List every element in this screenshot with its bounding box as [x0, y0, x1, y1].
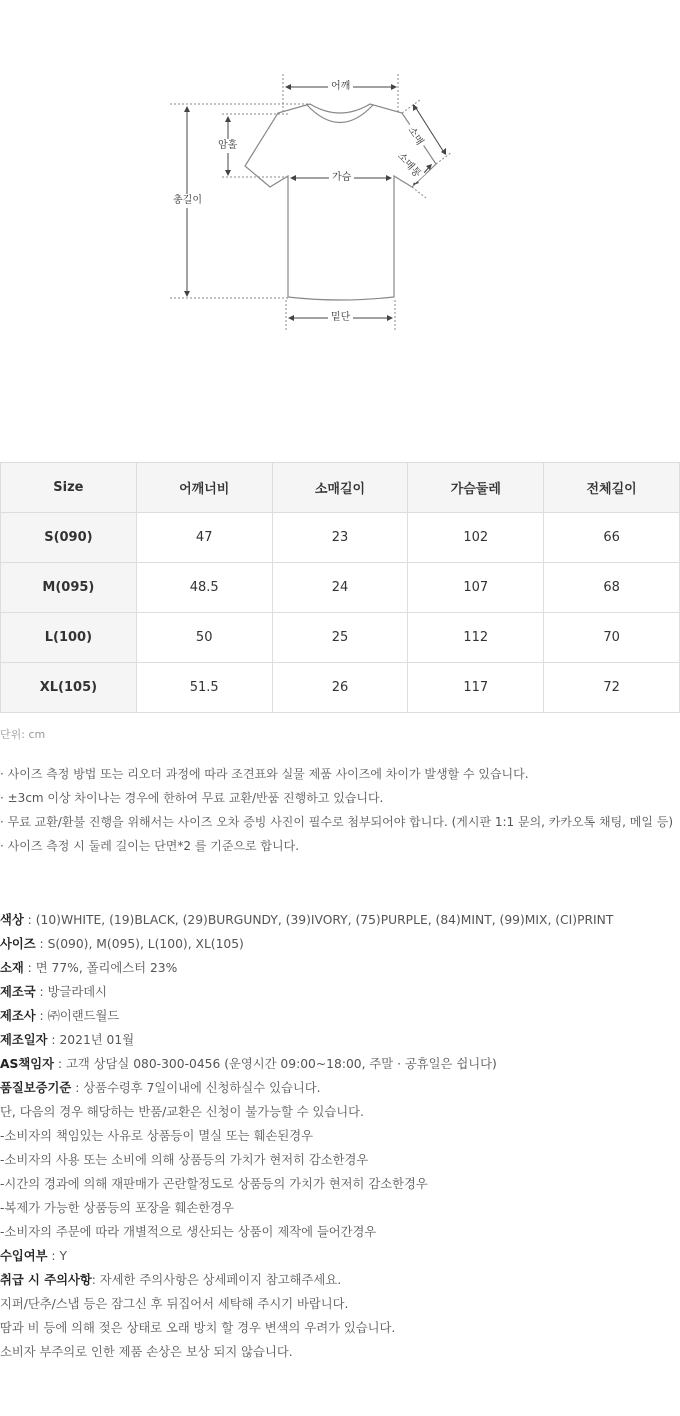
- info-care: [0, 1268, 613, 1292]
- header-size: Size: [1, 463, 137, 513]
- info-size: [0, 932, 613, 956]
- info-text: -시간의 경과에 의해 재판매가 곤란할정도로 상품등의 가치가 현저히 감소한경우: [0, 1177, 428, 1191]
- info-text: : 상품수령후 7일이내에 신청하실수 있습니다.: [71, 1081, 321, 1095]
- info-label: 수입여부: [0, 1249, 48, 1263]
- info-line: [0, 1220, 613, 1244]
- sleeve-cell: 24: [272, 563, 408, 613]
- chest-cell: 112: [408, 613, 544, 663]
- info-text: : 자세한 주의사항은 상세페이지 참고해주세요.: [91, 1273, 342, 1287]
- shoulder-cell: 47: [136, 513, 272, 563]
- info-label: 제조사: [0, 1009, 36, 1023]
- header-sleeve-length: 소매길이: [272, 463, 408, 513]
- info-text: : ㈜이랜드월드: [35, 1009, 120, 1023]
- info-text: -소비자의 책임있는 사유로 상품등이 멸실 또는 훼손된경우: [0, 1129, 313, 1143]
- info-text: -소비자의 주문에 따라 개별적으로 생산되는 상품이 제작에 들어간경우: [0, 1225, 377, 1239]
- info-label: AS책임자: [0, 1057, 55, 1071]
- shoulder-cell: 48.5: [136, 563, 272, 613]
- chest-cell: 107: [408, 563, 544, 613]
- chest-cell: 102: [408, 513, 544, 563]
- info-line: [0, 1316, 613, 1340]
- info-import: [0, 1244, 613, 1268]
- hem-label: 밑단: [328, 311, 353, 325]
- sleeve-label: 소매: [402, 122, 427, 151]
- note-item: · ±3cm 이상 차이나는 경우에 한하여 무료 교환/반품 진행하고 있습니다.: [0, 791, 384, 805]
- info-text: 지퍼/단추/스냅 등은 잠그신 후 뒤집어서 세탁해 주시기 바랍니다.: [0, 1297, 349, 1311]
- info-manufacturer: [0, 1004, 613, 1028]
- note-item: · 사이즈 측정 시 둘레 길이는 단면*2 를 기준으로 합니다.: [0, 839, 300, 853]
- armhole-label: 암홀: [215, 139, 240, 153]
- info-label: 제조일자: [0, 1033, 48, 1047]
- size-table-header-row: [1, 463, 680, 513]
- info-country: [0, 980, 613, 1004]
- info-text: 단, 다음의 경우 해당하는 반품/교환은 신청이 불가능할 수 있습니다.: [0, 1105, 364, 1119]
- info-text: : 방글라데시: [35, 985, 107, 999]
- size-cell: XL(105): [1, 663, 137, 713]
- size-notes: [0, 762, 673, 858]
- sleeve-opening-label: 소매통: [392, 148, 426, 183]
- info-text: : 면 77%, 폴리에스터 23%: [23, 961, 178, 975]
- info-label: 소재: [0, 961, 24, 975]
- shoulder-label: 어깨: [328, 80, 353, 94]
- header-chest: 가슴둘레: [408, 463, 544, 513]
- sleeve-cell: 25: [272, 613, 408, 663]
- sleeve-cell: 26: [272, 663, 408, 713]
- table-row: [1, 513, 680, 563]
- info-label: 취급 시 주의사항: [0, 1273, 92, 1287]
- note-item: · 무료 교환/환불 진행을 위해서는 사이즈 오차 증빙 사진이 필수로 첨부되어야 합니다. (게시판 1:1 문의, 카카오톡 채팅, 메일 등): [0, 815, 674, 829]
- info-text: 땀과 비 등에 의해 젖은 상태로 오래 방치 할 경우 변색의 우려가 있습니다.: [0, 1321, 396, 1335]
- note-item: · 사이즈 측정 방법 또는 리오더 과정에 따라 조견표와 실물 제품 사이즈에 차이가 발생할 수 있습니다.: [0, 767, 529, 781]
- info-text: : S(090), M(095), L(100), XL(105): [35, 937, 244, 951]
- info-text: : (10)WHITE, (19)BLACK, (29)BURGUNDY, (39)IVORY, (75)PURPLE, (84)MINT, (99)MIX, (CI)PRINT: [23, 913, 614, 927]
- shoulder-cell: 50: [136, 613, 272, 663]
- info-line: [0, 1292, 613, 1316]
- info-line: [0, 1340, 613, 1364]
- shoulder-cell: 51.5: [136, 663, 272, 713]
- info-line: [0, 1124, 613, 1148]
- info-text: -소비자의 사용 또는 소비에 의해 상품등의 가치가 현저히 감소한경우: [0, 1153, 369, 1167]
- info-label: 품질보증기준: [0, 1081, 72, 1095]
- product-info: [0, 908, 613, 1364]
- length-cell: 68: [544, 563, 680, 613]
- header-total-length: 전체길이: [544, 463, 680, 513]
- chest-label: 가슴: [329, 171, 354, 185]
- info-text: : Y: [47, 1249, 67, 1263]
- size-table: [0, 462, 680, 713]
- size-cell: L(100): [1, 613, 137, 663]
- size-cell: S(090): [1, 513, 137, 563]
- info-line: [0, 1148, 613, 1172]
- info-material: [0, 956, 613, 980]
- info-label: 제조국: [0, 985, 36, 999]
- info-text: -복제가 가능한 상품등의 포장을 훼손한경우: [0, 1201, 234, 1215]
- table-row: [1, 563, 680, 613]
- length-cell: 70: [544, 613, 680, 663]
- size-cell: M(095): [1, 563, 137, 613]
- info-line: [0, 1100, 613, 1124]
- info-line: [0, 1196, 613, 1220]
- info-line: [0, 1172, 613, 1196]
- info-color: [0, 908, 613, 932]
- info-quality-guarantee: [0, 1076, 613, 1100]
- sleeve-cell: 23: [272, 513, 408, 563]
- table-row: [1, 663, 680, 713]
- header-shoulder-width: 어깨너비: [136, 463, 272, 513]
- info-label: 색상: [0, 913, 24, 927]
- unit-note: 단위: cm: [0, 728, 46, 741]
- length-cell: 66: [544, 513, 680, 563]
- info-text: : 2021년 01월: [47, 1033, 135, 1047]
- info-text: 소비자 부주의로 인한 제품 손상은 보상 되지 않습니다.: [0, 1345, 293, 1359]
- info-label: 사이즈: [0, 937, 36, 951]
- info-manufacture-date: [0, 1028, 613, 1052]
- total-length-label: 총길이: [170, 194, 205, 208]
- info-text: : 고객 상담실 080-300-0456 (운영시간 09:00~18:00, 주말 · 공휴일은 쉽니다): [54, 1057, 497, 1071]
- info-as-contact: [0, 1052, 613, 1076]
- size-diagram: [0, 0, 680, 380]
- table-row: [1, 613, 680, 663]
- chest-cell: 117: [408, 663, 544, 713]
- length-cell: 72: [544, 663, 680, 713]
